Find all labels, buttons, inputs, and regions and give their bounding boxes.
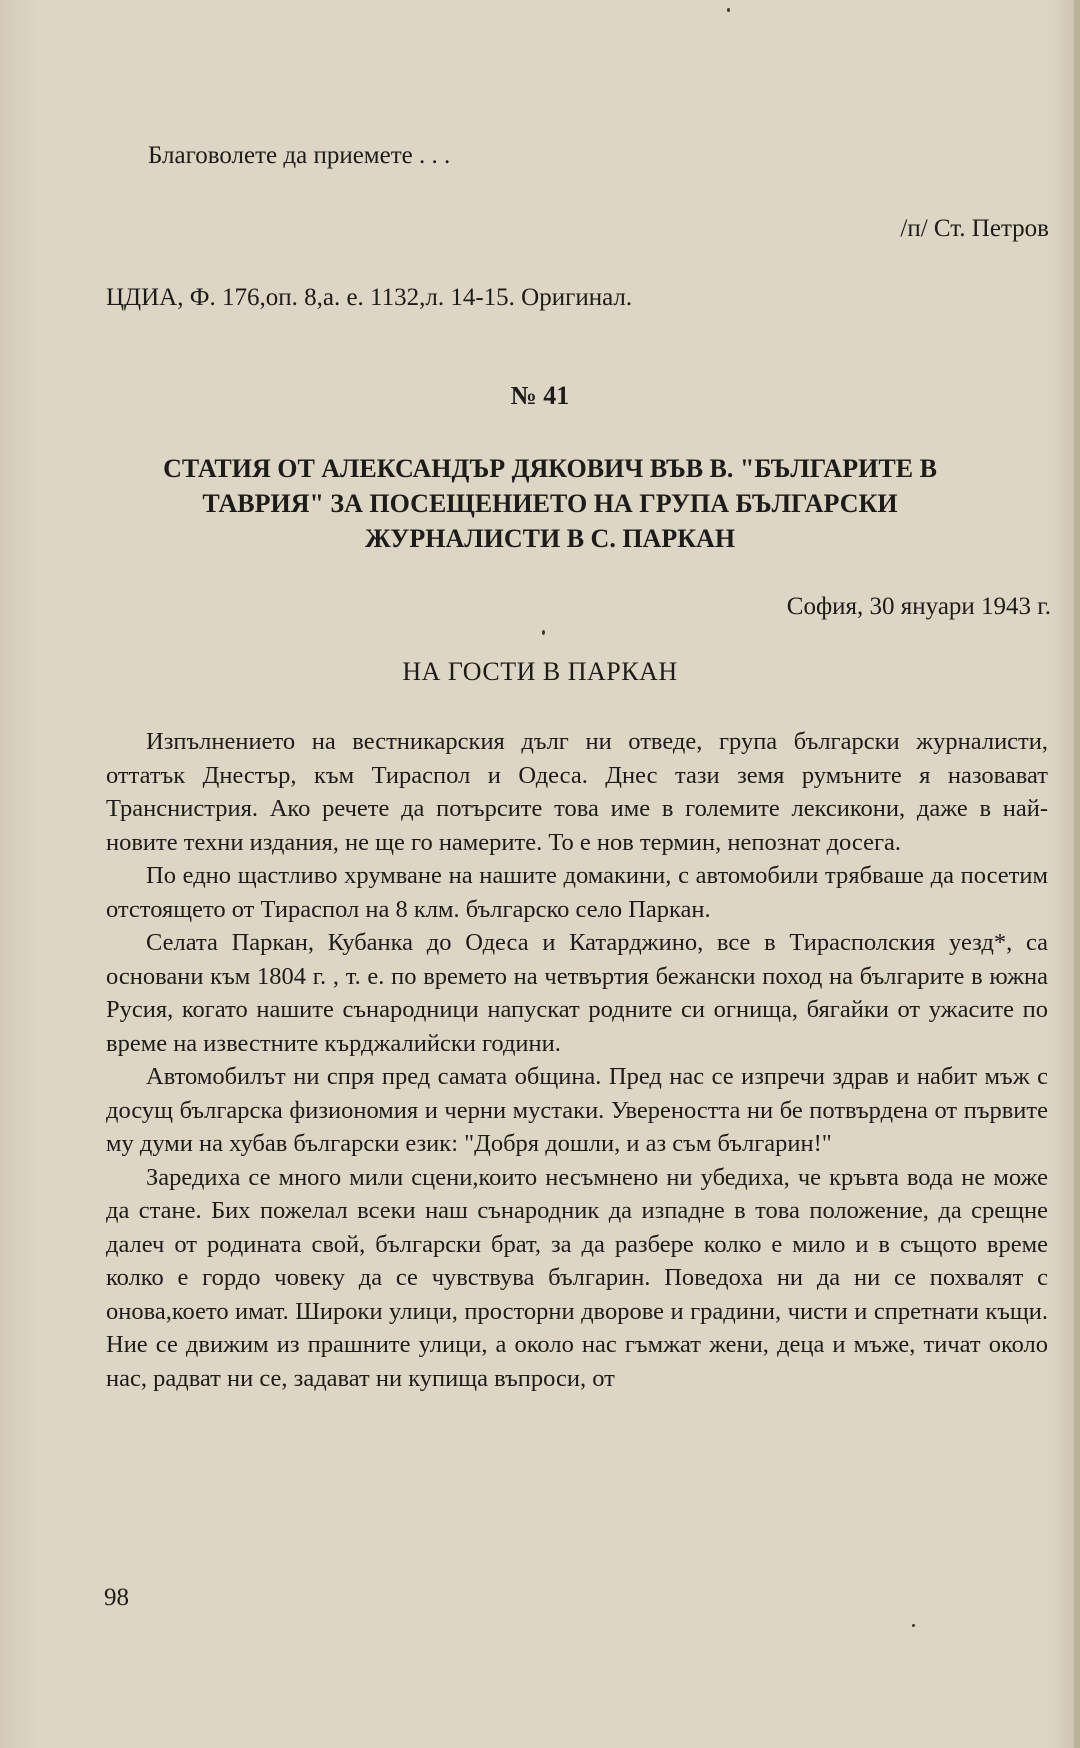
article-paragraph: Заредиха се много мили сцени,които несъмнено ни убедиха, че кръвта вода не може да стане. Бих пожелал всеки наш сънародник да изпадне в това положение, да срещне далеч от родината свой, български брат, за да разбере колко е мило и в същото време колко е гордо човеку да се чувствува българин. Поведоха ни да ни се похвалят с онова,което имат. Широки улици, просторни дворове и градини, чисти и спретнати къщи. Ние се движим из прашните улици, а около нас гъмжат жени, деца и мъже, тичат около нас, радват ни се, задават ни купища въпроси, от — [106, 1163, 1048, 1392]
document-title: СТАТИЯ ОТ АЛЕКСАНДЪР ДЯКОВИЧ ВЪВ В. "БЪЛГАРИТЕ В ТАВРИЯ" ЗА ПОСЕЩЕНИЕТО НА ГРУПА БЪЛГАРСКИ ЖУРНАЛИСТИ В С. ПАРКАН — [163, 454, 937, 553]
article-paragraph: По едно щастливо хрумване на нашите домакини, с автомобили трябваше да посетим отстоящето от Тираспол на 8 клм. българско село Паркан. — [106, 862, 1048, 923]
archive-source-note: ЦДИА, Ф. 176,оп. 8,а. е. 1132,л. 14-15. Оригинал. — [106, 284, 633, 311]
page-edge — [1074, 0, 1080, 1748]
page-number: 98 — [104, 1584, 129, 1611]
place-and-date: София, 30 януари 1943 г. — [786, 593, 1051, 620]
article-paragraph: Селата Паркан, Кубанка до Одеса и Катарджино, все в Тирасполския уезд*, са основани към 1804 г. , т. е. по времето на четвъртия бежански поход на българите в южна Русия, когато нашите сънародници напускат родните си огнища, бягайки от ужасите по време на известните кърджалийски години. — [106, 929, 1048, 1057]
closing-line: Благоволете да приемете . . . — [148, 142, 451, 169]
article-paragraph: Изпълнението на вестникарския дълг ни отведе, група български журналисти, оттатък Днестър, към Тираспол и Одеса. Днес тази земя румъните я назовават Транснистрия. Ако речете да потърсите това име в големите лексикони, даже в най-новите техни издания, не ще го намерите. То е нов термин, непознат досега. — [106, 728, 1048, 856]
article-paragraph: Автомобилът ни спря пред самата община. Пред нас се изпречи здрав и набит мъж с досущ българска физиономия и черни мустаки. Увереността ни бе потвърдена от първите му думи на хубав български език: "Добря дошли, и аз съм българин!" — [106, 1063, 1048, 1157]
article-title: НА ГОСТИ В ПАРКАН — [402, 657, 678, 686]
print-speck — [727, 8, 730, 12]
signature: /п/ Ст. Петров — [900, 215, 1049, 242]
document-number: № 41 — [510, 381, 570, 410]
print-speck — [912, 1624, 915, 1627]
print-speck — [542, 630, 545, 635]
article-body — [106, 725, 1048, 1395]
